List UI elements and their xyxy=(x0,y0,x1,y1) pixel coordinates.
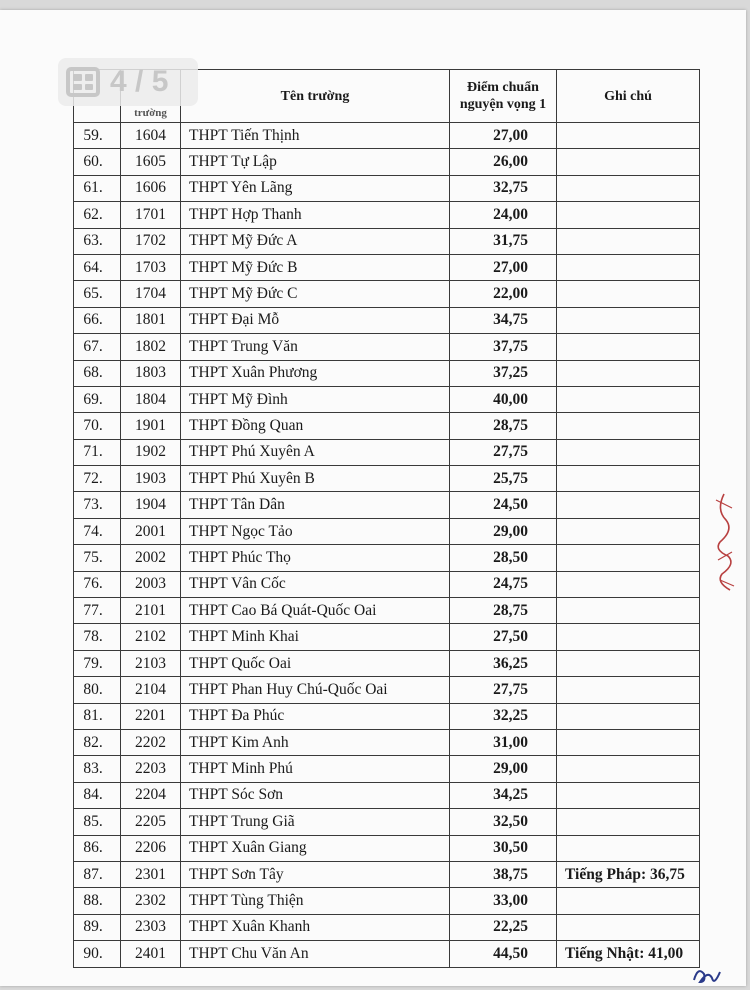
cell-score: 28,75 xyxy=(450,413,557,439)
cell-school-name: THPT Mỹ Đình xyxy=(181,386,450,412)
cell-school-name: THPT Xuân Phương xyxy=(181,360,450,386)
table-row xyxy=(74,756,700,782)
table-row xyxy=(74,650,700,676)
cell-stt: 82. xyxy=(74,729,121,755)
cell-score: 36,25 xyxy=(450,650,557,676)
cell-school-name: THPT Đồng Quan xyxy=(181,413,450,439)
cell-school-name: THPT Ngọc Tảo xyxy=(181,518,450,544)
table-row xyxy=(74,598,700,624)
cell-school-code: 2204 xyxy=(121,782,181,808)
table-row xyxy=(74,518,700,544)
cell-score: 44,50 xyxy=(450,941,557,967)
table-row xyxy=(74,545,700,571)
cell-stt: 75. xyxy=(74,545,121,571)
cell-school-code: 1804 xyxy=(121,386,181,412)
cell-school-name: THPT Vân Cốc xyxy=(181,571,450,597)
cell-note xyxy=(557,360,700,386)
cell-stt: 88. xyxy=(74,888,121,914)
cell-school-name: THPT Minh Phú xyxy=(181,756,450,782)
cell-stt: 65. xyxy=(74,281,121,307)
table-row xyxy=(74,914,700,940)
cell-stt: 63. xyxy=(74,228,121,254)
cell-school-code: 1702 xyxy=(121,228,181,254)
cell-note xyxy=(557,677,700,703)
table-row xyxy=(74,149,700,175)
cell-score: 37,75 xyxy=(450,334,557,360)
handwritten-signature-image xyxy=(690,960,726,986)
cell-school-name: THPT Hợp Thanh xyxy=(181,202,450,228)
cell-note: Tiếng Nhật: 41,00 xyxy=(557,941,700,967)
cell-school-name: THPT Tân Dân xyxy=(181,492,450,518)
table-row xyxy=(74,439,700,465)
cell-school-name: THPT Mỹ Đức C xyxy=(181,281,450,307)
cell-school-name: THPT Tiến Thịnh xyxy=(181,123,450,149)
header-score xyxy=(450,70,557,123)
cell-stt: 62. xyxy=(74,202,121,228)
cell-stt: 80. xyxy=(74,677,121,703)
table-row xyxy=(74,571,700,597)
cell-stt: 84. xyxy=(74,782,121,808)
cell-note xyxy=(557,386,700,412)
cell-note xyxy=(557,175,700,201)
cell-stt: 78. xyxy=(74,624,121,650)
cell-score: 32,75 xyxy=(450,175,557,201)
cell-school-code: 1901 xyxy=(121,413,181,439)
cell-note xyxy=(557,782,700,808)
header-note: Ghi chú xyxy=(557,70,700,123)
cell-stt: 76. xyxy=(74,571,121,597)
cell-school-name: THPT Phú Xuyên A xyxy=(181,439,450,465)
page-indicator-label: 4 / 5 xyxy=(110,65,169,98)
cell-school-code: 2203 xyxy=(121,756,181,782)
cell-school-code: 1704 xyxy=(121,281,181,307)
cell-note xyxy=(557,729,700,755)
cell-school-code: 1606 xyxy=(121,175,181,201)
cell-note xyxy=(557,571,700,597)
cell-score: 24,75 xyxy=(450,571,557,597)
cell-school-name: THPT Sơn Tây xyxy=(181,861,450,887)
table-row xyxy=(74,360,700,386)
cell-stt: 73. xyxy=(74,492,121,518)
table-row xyxy=(74,386,700,412)
table-row xyxy=(74,307,700,333)
cell-note xyxy=(557,413,700,439)
cell-school-name: THPT Phan Huy Chú-Quốc Oai xyxy=(181,677,450,703)
header-score-line1: Điểm chuẩn xyxy=(467,80,539,95)
cell-score: 27,00 xyxy=(450,254,557,280)
cell-stt: 89. xyxy=(74,914,121,940)
signature-stamp-image xyxy=(710,490,738,600)
cell-note xyxy=(557,624,700,650)
cell-note xyxy=(557,334,700,360)
cell-school-code: 2104 xyxy=(121,677,181,703)
cell-school-name: THPT Phúc Thọ xyxy=(181,545,450,571)
cell-stt: 87. xyxy=(74,861,121,887)
cell-note xyxy=(557,123,700,149)
cell-note xyxy=(557,492,700,518)
cell-score: 34,25 xyxy=(450,782,557,808)
header-score-line2: nguyện vọng 1 xyxy=(459,97,547,112)
table-row xyxy=(74,175,700,201)
cell-score: 38,75 xyxy=(450,861,557,887)
cell-stt: 79. xyxy=(74,650,121,676)
table-row xyxy=(74,228,700,254)
cell-stt: 68. xyxy=(74,360,121,386)
table-row xyxy=(74,835,700,861)
cell-stt: 90. xyxy=(74,941,121,967)
cell-school-code: 2303 xyxy=(121,914,181,940)
cell-note: Tiếng Pháp: 36,75 xyxy=(557,861,700,887)
table-row xyxy=(74,202,700,228)
table-row xyxy=(74,729,700,755)
cell-note xyxy=(557,254,700,280)
cell-note xyxy=(557,703,700,729)
cell-school-code: 1904 xyxy=(121,492,181,518)
cell-note xyxy=(557,518,700,544)
header-school-name: Tên trường xyxy=(181,70,450,123)
cell-school-name: THPT Chu Văn An xyxy=(181,941,450,967)
table-row xyxy=(74,888,700,914)
cell-school-name: THPT Xuân Khanh xyxy=(181,914,450,940)
cell-score: 27,00 xyxy=(450,123,557,149)
cell-stt: 66. xyxy=(74,307,121,333)
cell-score: 34,75 xyxy=(450,307,557,333)
cell-note xyxy=(557,281,700,307)
table-row xyxy=(74,492,700,518)
cell-school-code: 1701 xyxy=(121,202,181,228)
table-row xyxy=(74,677,700,703)
cell-school-code: 1903 xyxy=(121,466,181,492)
cell-school-name: THPT Kim Anh xyxy=(181,729,450,755)
table-row xyxy=(74,782,700,808)
cell-stt: 74. xyxy=(74,518,121,544)
cell-school-code: 2201 xyxy=(121,703,181,729)
header-school-code: trường xyxy=(121,70,181,123)
cell-stt: 64. xyxy=(74,254,121,280)
cell-score: 37,25 xyxy=(450,360,557,386)
cell-school-code: 1604 xyxy=(121,123,181,149)
table-row xyxy=(74,809,700,835)
table-row xyxy=(74,281,700,307)
table-row xyxy=(74,861,700,887)
cell-score: 32,25 xyxy=(450,703,557,729)
pages-icon xyxy=(66,67,100,97)
cell-school-name: THPT Phú Xuyên B xyxy=(181,466,450,492)
cell-stt: 72. xyxy=(74,466,121,492)
cell-school-name: THPT Mỹ Đức A xyxy=(181,228,450,254)
cell-school-code: 2401 xyxy=(121,941,181,967)
cell-stt: 81. xyxy=(74,703,121,729)
cell-stt: 71. xyxy=(74,439,121,465)
cell-stt: 59. xyxy=(74,123,121,149)
cell-score: 27,50 xyxy=(450,624,557,650)
table-row xyxy=(74,123,700,149)
cell-score: 40,00 xyxy=(450,386,557,412)
cell-school-code: 2202 xyxy=(121,729,181,755)
cell-stt: 60. xyxy=(74,149,121,175)
cell-school-code: 2206 xyxy=(121,835,181,861)
cell-school-code: 1703 xyxy=(121,254,181,280)
cell-note xyxy=(557,650,700,676)
cell-score: 33,00 xyxy=(450,888,557,914)
cell-note xyxy=(557,202,700,228)
cell-stt: 70. xyxy=(74,413,121,439)
cell-score: 29,00 xyxy=(450,518,557,544)
cell-school-code: 1605 xyxy=(121,149,181,175)
table-row xyxy=(74,254,700,280)
cell-score: 31,75 xyxy=(450,228,557,254)
table-row xyxy=(74,624,700,650)
cell-school-code: 2102 xyxy=(121,624,181,650)
cell-score: 24,00 xyxy=(450,202,557,228)
cell-school-code: 2001 xyxy=(121,518,181,544)
cell-note xyxy=(557,149,700,175)
cell-school-code: 2302 xyxy=(121,888,181,914)
cell-school-name: THPT Mỹ Đức B xyxy=(181,254,450,280)
cell-score: 29,00 xyxy=(450,756,557,782)
cell-note xyxy=(557,598,700,624)
cell-score: 28,75 xyxy=(450,598,557,624)
cell-stt: 67. xyxy=(74,334,121,360)
cell-school-name: THPT Quốc Oai xyxy=(181,650,450,676)
cell-score: 31,00 xyxy=(450,729,557,755)
cell-school-code: 1802 xyxy=(121,334,181,360)
cell-note xyxy=(557,888,700,914)
table-body xyxy=(74,123,700,968)
cell-school-code: 1803 xyxy=(121,360,181,386)
cell-score: 32,50 xyxy=(450,809,557,835)
cell-note xyxy=(557,756,700,782)
cell-score: 27,75 xyxy=(450,677,557,703)
cell-score: 30,50 xyxy=(450,835,557,861)
cell-stt: 61. xyxy=(74,175,121,201)
cell-stt: 69. xyxy=(74,386,121,412)
page-indicator-badge xyxy=(58,58,198,106)
table-row xyxy=(74,334,700,360)
document-page xyxy=(0,10,746,986)
cell-score: 25,75 xyxy=(450,466,557,492)
cell-school-name: THPT Minh Khai xyxy=(181,624,450,650)
cell-school-code: 2101 xyxy=(121,598,181,624)
cell-stt: 83. xyxy=(74,756,121,782)
cell-school-name: THPT Sóc Sơn xyxy=(181,782,450,808)
cell-school-name: THPT Yên Lãng xyxy=(181,175,450,201)
cell-school-name: THPT Đa Phúc xyxy=(181,703,450,729)
cell-stt: 85. xyxy=(74,809,121,835)
cell-note xyxy=(557,466,700,492)
admission-score-table xyxy=(73,69,700,968)
cell-school-code: 2003 xyxy=(121,571,181,597)
cell-score: 22,00 xyxy=(450,281,557,307)
cell-school-code: 2002 xyxy=(121,545,181,571)
cell-score: 26,00 xyxy=(450,149,557,175)
cell-note xyxy=(557,809,700,835)
cell-score: 22,25 xyxy=(450,914,557,940)
cell-stt: 77. xyxy=(74,598,121,624)
cell-note xyxy=(557,835,700,861)
cell-school-code: 1801 xyxy=(121,307,181,333)
cell-score: 28,50 xyxy=(450,545,557,571)
cell-note xyxy=(557,439,700,465)
cell-school-name: THPT Tùng Thiện xyxy=(181,888,450,914)
cell-school-name: THPT Đại Mỗ xyxy=(181,307,450,333)
cell-note xyxy=(557,228,700,254)
cell-score: 27,75 xyxy=(450,439,557,465)
cell-school-name: THPT Trung Văn xyxy=(181,334,450,360)
cell-school-code: 2103 xyxy=(121,650,181,676)
table-row xyxy=(74,703,700,729)
table-row xyxy=(74,941,700,967)
cell-school-code: 2301 xyxy=(121,861,181,887)
cell-school-code: 2205 xyxy=(121,809,181,835)
cell-school-name: THPT Cao Bá Quát-Quốc Oai xyxy=(181,598,450,624)
cell-school-name: THPT Trung Giã xyxy=(181,809,450,835)
cell-stt: 86. xyxy=(74,835,121,861)
cell-note xyxy=(557,545,700,571)
cell-note xyxy=(557,914,700,940)
table-row xyxy=(74,413,700,439)
cell-note xyxy=(557,307,700,333)
table-row xyxy=(74,466,700,492)
cell-school-name: THPT Xuân Giang xyxy=(181,835,450,861)
cell-school-name: THPT Tự Lập xyxy=(181,149,450,175)
cell-school-code: 1902 xyxy=(121,439,181,465)
cell-score: 24,50 xyxy=(450,492,557,518)
